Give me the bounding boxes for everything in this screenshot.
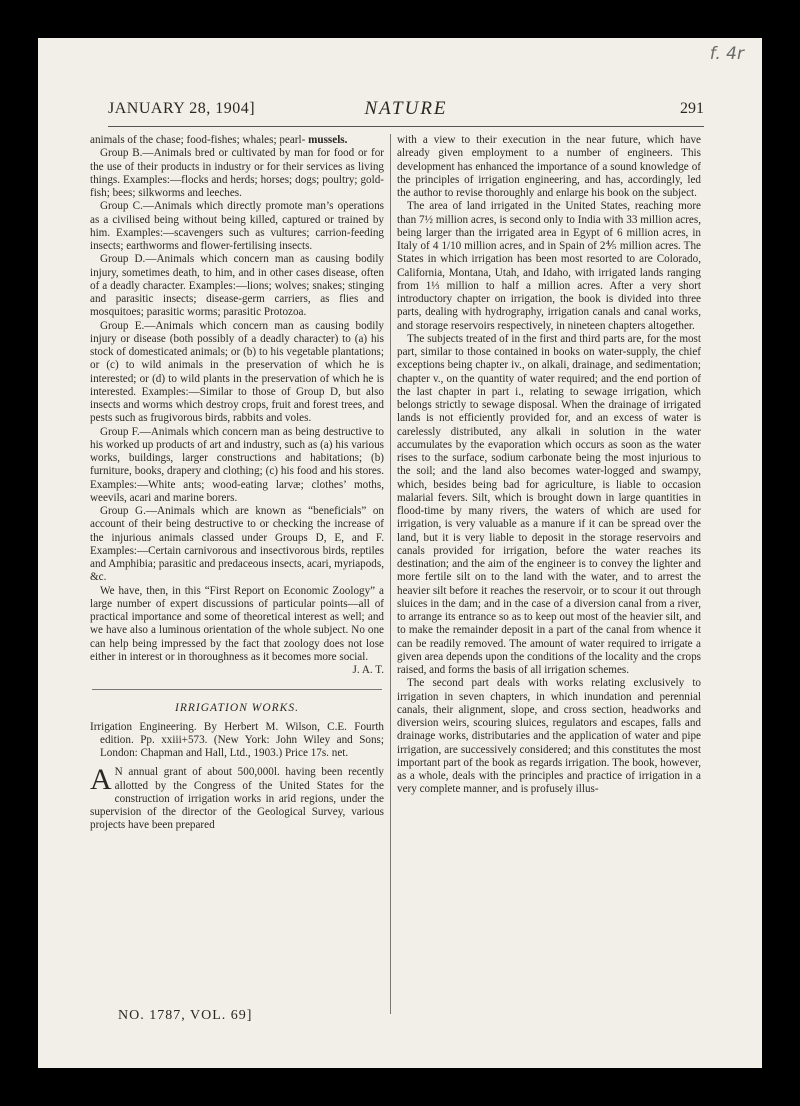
left-intro: animals of the chase; food-fishes; whales; pearl- mussels. [90, 134, 348, 146]
section-title: IRRIGATION WORKS. [175, 702, 299, 715]
drop-cap: A [90, 763, 112, 797]
right-paragraph-4: The second part deals with works relating exclusively to irrigation in seven chapters, in which inundation and perennial canals, their alignment, slope, and cross section, headworks and diversion weirs, scouring sluices, regulators and escapes, falls and drainage works, distributaries and the application of water and pipe irrigation, are successively considered; and this constitutes the most important part of the book as regards irrigation. The book, however, as a whole, deals with the principles and practice of irrigation in a very complete manner, and is profusely illus- [397, 677, 701, 796]
opening-paragraph: A N annual grant of about 500,000l. having been recently allotted by the Congress of the United States for the construction of irrigation works in arid regions, under the supervision of the director of the Geological Survey, various projects have been prepared [90, 763, 384, 832]
header-date: JANUARY 28, 1904] [108, 100, 256, 117]
group-d-paragraph: Group D.—Animals which concern man as causing bodily injury, sometimes death, to him, and in other cases disease, often of a deadly character. Examples:—lions; wolves; snakes; stinging and parasitic insects; disease-germ carriers, as flies and mosquitoes; parasitic worms; parasitic Protozoa. [90, 253, 384, 319]
group-b-paragraph: Group B.—Animals bred or cultivated by man for food or for the use of their products in industry or for their services as living things. Examples:—flocks and herds; horses; dogs; poultry; gold-fish; bees; silkworms and leeches. [90, 147, 384, 199]
handwritten-folio-note: f. 4r [709, 44, 744, 64]
page-header [108, 100, 704, 127]
group-g-paragraph: Group G.—Animals which are known as “beneficials” on account of their being destructive to or checking the increase of the injurious animals classed under Groups D, E, and F. Examples:—Certain carnivorous and insectivorous birds, reptiles and Amphibia; parasitic and predaceous insects, acari, myriapods, &c. [90, 505, 384, 584]
left-column [90, 134, 384, 833]
right-paragraph-1: with a view to their execution in the near future, which have already given employment to a number of engineers. This development has enhanced the importance of a sound knowledge of the principles of irrigation engineering, and has, accordingly, led the author to revise thoroughly and enlarge his book on the subject. [397, 134, 701, 199]
group-c-paragraph: Group C.—Animals which directly promote man’s operations as a civilised being without being killed, captured or trained by him. Examples:—scavengers such as vultures; carrion-feeding insects; earthworms and flower-fertilising insects. [90, 200, 384, 252]
right-column [397, 134, 701, 797]
group-f-paragraph: Group F.—Animals which concern man as being destructive to his worked up products of art and industry, such as (a) his various works, buildings, larger constructions and habitations; (b) furniture, books, drapery and clothing; (c) his food and his stores. Examples:—White ants; wood-eating larvæ; clothes’ moths, weevils, acari and marine borers. [90, 425, 384, 504]
journal-title: NATURE [364, 98, 448, 119]
right-paragraph-3: The subjects treated of in the first and third parts are, for the most part, similar to those contained in books on water-supply, the chief exceptions being chapter iv., on alkali, drainage, and sedimentation; chapter v., on the quantity of water required; and the end portion of the last chapter in part i., relating to sewage irrigation, which belongs strictly to sewage disposal. When the drainage of irrigated lands is not efficiently provided for, and an excess of water is carelessly distributed, any alkali in solution in the water accumulates by the evaporation which occurs as soon as the water rises to the surface, sodium carbonate being the most injurious to the soil; and the land also becomes water-logged and swampy, which, besides being bad for agriculture, is liable to occasion malarial fevers. Silt, which is brought down in large quantities in flood-time by many rivers, the waters of which are used for irrigation, is very valuable as a manure if it can be spread over the land, but it is very liable to deposit in the storage reservoirs and canals provided for irrigation, before the water reaches its destination; and the aim of the engineer is to convey the lighter and more fertile silt on to the land with the water, and to arrest the heavier silt before it reaches the reservoir, or to scour it out through sluices in the dam; and in the case of a diversion canal from a river, to arrange its entrance so as to keep out most of the heavier silt, and to make the remainder deposit in a part of the canal from whence it can be readily removed. The amount of water required to irrigate a given area depends upon the conditions of the locality and the crops raised, and forms the basis of all irrigation schemes. [397, 332, 701, 676]
book-reference: Irrigation Engineering. By Herbert M. Wilson, C.E. Fourth edition. Pp. xxiii+573. (New York: John Wiley and Sons; London: Chapman and Hall, Ltd., 1903.) Price 17s. net. [90, 720, 384, 759]
section-divider [92, 689, 382, 690]
issue-footer: NO. 1787, VOL. 69] [118, 1008, 253, 1023]
review-signature: J. A. T. [352, 664, 384, 676]
summary-paragraph: We have, then, in this “First Report on Economic Zoology” a large number of expert discussions of particular points—all of practical importance and some of theoretical interest as well; and we have also a luminous orientation of the whole subject. No one can help being impressed by the fact that zoology does not lose either in interest or in thoroughness as it becomes more social. [90, 584, 384, 663]
page-number: 291 [680, 100, 704, 117]
right-paragraph-2: The area of land irrigated in the United States, reaching more than 7½ million acres, is second only to India with 33 million acres, being larger than the irrigated area in Egypt of 6 million acres, in Italy of 4 1/10 million acres, and in Spain of 2⅘ million acres. The States in which irrigation has been most resorted to are Colorado, California, Montana, Utah, and Idaho, with irrigated lands ranging from 1⅓ million to half a million acres. After a very short introductory chapter on irrigation, the book is divided into three parts, dealing with hydrography, irrigation canals and canal works, and storage reservoirs respectively, in nineteen chapters altogether. [397, 200, 701, 332]
column-rule [390, 134, 391, 1014]
journal-page [38, 38, 762, 1068]
group-e-paragraph: Group E.—Animals which concern man as causing bodily injury or disease (both possibly of a deadly character) to (a) his stock of domesticated animals; or (b) to his vegetable plantations; or (c) to wild animals in the preservation of which he is interested; or (d) to wild plants in the preservation of which he is interested. Examples:—Similar to those of Group D, but also insects and worms which destroy crops, fruit and forest trees, and pests such as frugivorous birds, rabbits and voles. [90, 319, 384, 425]
